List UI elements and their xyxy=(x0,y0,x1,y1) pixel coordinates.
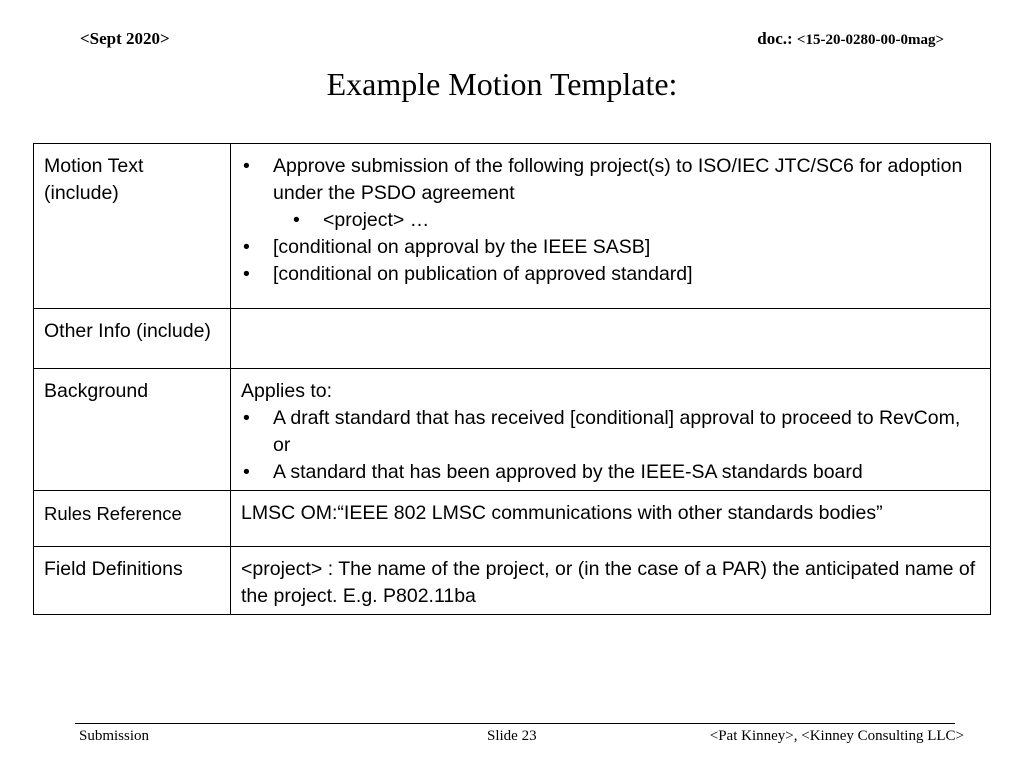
header-doc-number: <15-20-0280-00-0mag> xyxy=(796,32,944,48)
rules-reference-label: Rules Reference xyxy=(34,491,231,547)
motion-table xyxy=(33,143,991,615)
background-intro: Applies to: xyxy=(241,380,333,402)
motion-text-bullet: • Approve submission of the following project(s) to ISO/IEC JTC/SC6 for adoption under the PSDO agreement xyxy=(241,153,980,207)
motion-text-label: Motion Text (include) xyxy=(34,144,231,309)
footer-submission: Submission xyxy=(79,728,150,744)
motion-text-bullet: • [conditional on publication of approved standard] xyxy=(241,261,980,288)
rules-reference-content: LMSC OM:“IEEE 802 LMSC communications with other standards bodies” xyxy=(231,491,991,547)
background-label: Background xyxy=(34,369,231,491)
header-doc xyxy=(757,29,944,49)
footer-divider xyxy=(75,723,955,724)
field-definitions-label: Field Definitions xyxy=(34,547,231,615)
header-doc-label: doc.: xyxy=(757,29,797,48)
page-title: Example Motion Template: xyxy=(326,66,678,102)
motion-text-bullet: • [conditional on approval by the IEEE SASB] xyxy=(241,234,980,261)
motion-text-sub-bullet: • <project> … xyxy=(241,207,980,234)
table-row-rules-reference xyxy=(34,491,991,547)
table-row-other-info xyxy=(34,309,991,369)
table-row-motion-text xyxy=(34,144,991,309)
background-bullet: • A draft standard that has received [conditional] approval to proceed to RevCom, or xyxy=(241,405,980,459)
other-info-content xyxy=(231,309,991,369)
table-row-background xyxy=(34,369,991,491)
header-date: <Sept 2020> xyxy=(80,29,170,48)
field-definitions-content: <project> : The name of the project, or (in the case of a PAR) the anticipated name of the project. E.g. P802.11ba xyxy=(231,547,991,615)
motion-text-bullets xyxy=(241,153,980,288)
background-bullet: • A standard that has been approved by the IEEE-SA standards board xyxy=(241,459,980,486)
motion-text-content xyxy=(231,144,991,309)
other-info-label: Other Info (include) xyxy=(34,309,231,369)
footer-slide-number: Slide 23 xyxy=(487,728,537,744)
background-content xyxy=(231,369,991,491)
footer-author: <Pat Kinney>, <Kinney Consulting LLC> xyxy=(709,728,964,744)
background-bullets xyxy=(241,405,980,486)
table-row-field-definitions xyxy=(34,547,991,615)
